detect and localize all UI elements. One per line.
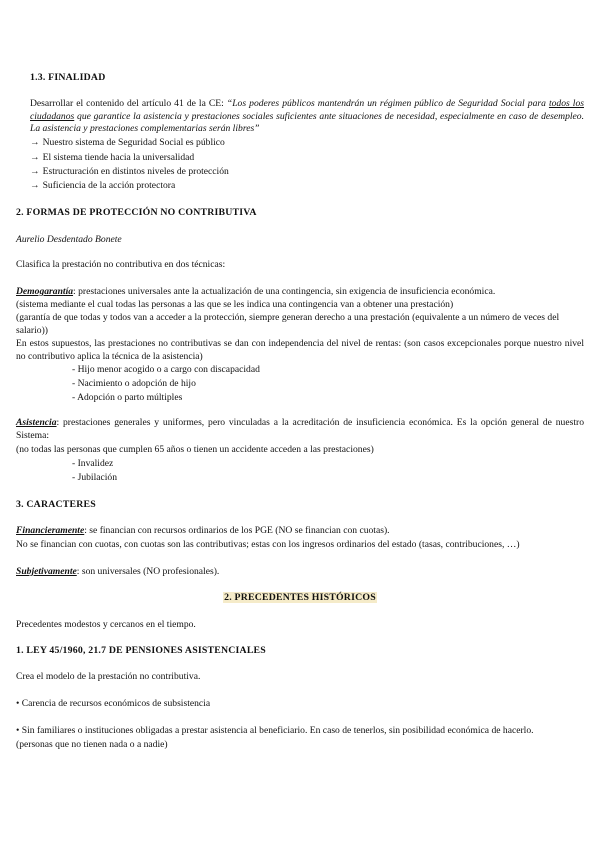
bullet-dot-icon: • [16,725,20,736]
bullet-universalidad [30,152,584,165]
asistencia-text: : prestaciones generales y uniformes, pero vinculadas a la acreditación de insuficiencia económica. Es la opción general de nuestro Sistema: [16,417,584,441]
demogarantia-note-1: (sistema mediante el cual todas las personas a las que se les indica una contingencia van a obtener una prestación) [16,299,454,310]
bullet-text: Nuestro sistema de Seguridad Social es público [42,137,225,148]
heading-finalidad: 1.3. FINALIDAD [30,72,106,83]
asistencia-note: (no todas las personas que cumplen 65 años o tienen un accidente acceden a las prestaciones) [16,444,374,455]
ley-intro: Crea el modelo de la prestación no contributiva. [16,671,201,682]
asistencia-label: Asistencia [16,417,57,428]
precedentes-intro: Precedentes modestos y cercanos en el tiempo. [16,619,196,630]
demogarantia-definition [16,286,584,299]
asistencia-definition [16,417,584,442]
heading-precedentes: 2. PRECEDENTES HISTÓRICOS [224,592,376,603]
heading-precedentes-wrap [16,592,584,605]
quote-italic-1: “Los poderes públicos mantendrán un régimen público de Seguridad Social para [226,98,549,109]
ley-bullet-carencia [16,698,584,711]
arrow-icon: → [30,152,40,163]
paragraph-article-41 [30,98,584,136]
financieramente-line [16,525,584,538]
heading-ley-45-1960: 1. LEY 45/1960, 21.7 DE PENSIONES ASISTENCIALES [16,645,266,656]
asis-item-invalidez: - Invalidez [72,458,114,469]
demogarantia-label: Demogarantía [16,286,74,297]
bullet-niveles [30,166,584,179]
bullet-publico [30,137,584,150]
heading-formas-proteccion: 2. FORMAS DE PROTECCIÓN NO CONTRIBUTIVA [16,207,257,218]
ley-bullet-note: (personas que no tienen nada o a nadie) [16,739,168,750]
asis-item-jubilacion: - Jubilación [72,472,118,483]
financieramente-label: Financieramente [16,525,85,536]
heading-caracteres: 3. CARACTERES [16,499,96,510]
bullet-text: El sistema tiende hacia la universalidad [42,152,195,163]
subjetivamente-text: : son universales (NO profesionales). [76,566,220,577]
demo-item-parto-multiple: - Adopción o parto múltiples [72,392,183,403]
classification-intro: Clasifica la prestación no contributiva en dos técnicas: [16,259,226,270]
demogarantia-note-2: (garantía de que todas y todos van a acceder a la protección, siempre generan derecho a una prestación (equivalente a un número de veces del salario)) [16,312,560,336]
bullet-text: Sin familiares o instituciones obligadas a prestar asistencia al beneficiario. En caso de tenerlos, sin posibilidad económica de hacerlo. [21,725,534,736]
bullet-text: Estructuración en distintos niveles de protección [42,166,229,177]
ley-bullet-familiares [16,725,584,738]
quote-underlined: todos los ciudadanos [30,98,584,122]
author-name: Aurelio Desdentado Bonete [16,234,122,245]
arrow-icon: → [30,137,40,148]
subjetivamente-label: Subjetivamente [16,566,77,577]
financiacion-note: No se financian con cuotas, con cuotas son las contributivas; estas con los ingresos ordinarios del estado (tasas, contribuciones, …) [16,539,520,550]
arrow-icon: → [30,166,40,177]
bullet-text: Suficiencia de la acción protectora [42,180,176,191]
financieramente-text: : se financian con recursos ordinarios de los PGE (NO se financian con cuotas). [84,525,390,536]
demo-item-nacimiento: - Nacimiento o adopción de hijo [72,378,196,389]
bullet-dot-icon: • [16,698,20,709]
bullet-suficiencia [30,180,584,193]
bullet-text: Carencia de recursos económicos de subsistencia [21,698,211,709]
demogarantia-text: : prestaciones universales ante la actualización de una contingencia, sin exigencia de insuficiencia económica. [73,286,496,297]
arrow-icon: → [30,180,40,191]
demo-item-discapacidad: - Hijo menor acogido o a cargo con discapacidad [72,364,260,375]
demogarantia-note-3: En estos supuestos, las prestaciones no contributivas se dan con independencia del nivel de rentas: (son casos excepcionales porque nuestro nivel no contributivo aplica la técnica de la asistencia) [16,338,584,362]
quote-italic-2: que garantice la asistencia y prestaciones sociales suficientes ante situaciones de necesidad, especialmente en caso de desempleo. La asistencia y prestaciones complementarias serán libres” [30,110,584,135]
article-intro-text: Desarrollar el contenido del artículo 41 de la CE: [30,98,227,109]
subjetivamente-line [16,566,584,579]
